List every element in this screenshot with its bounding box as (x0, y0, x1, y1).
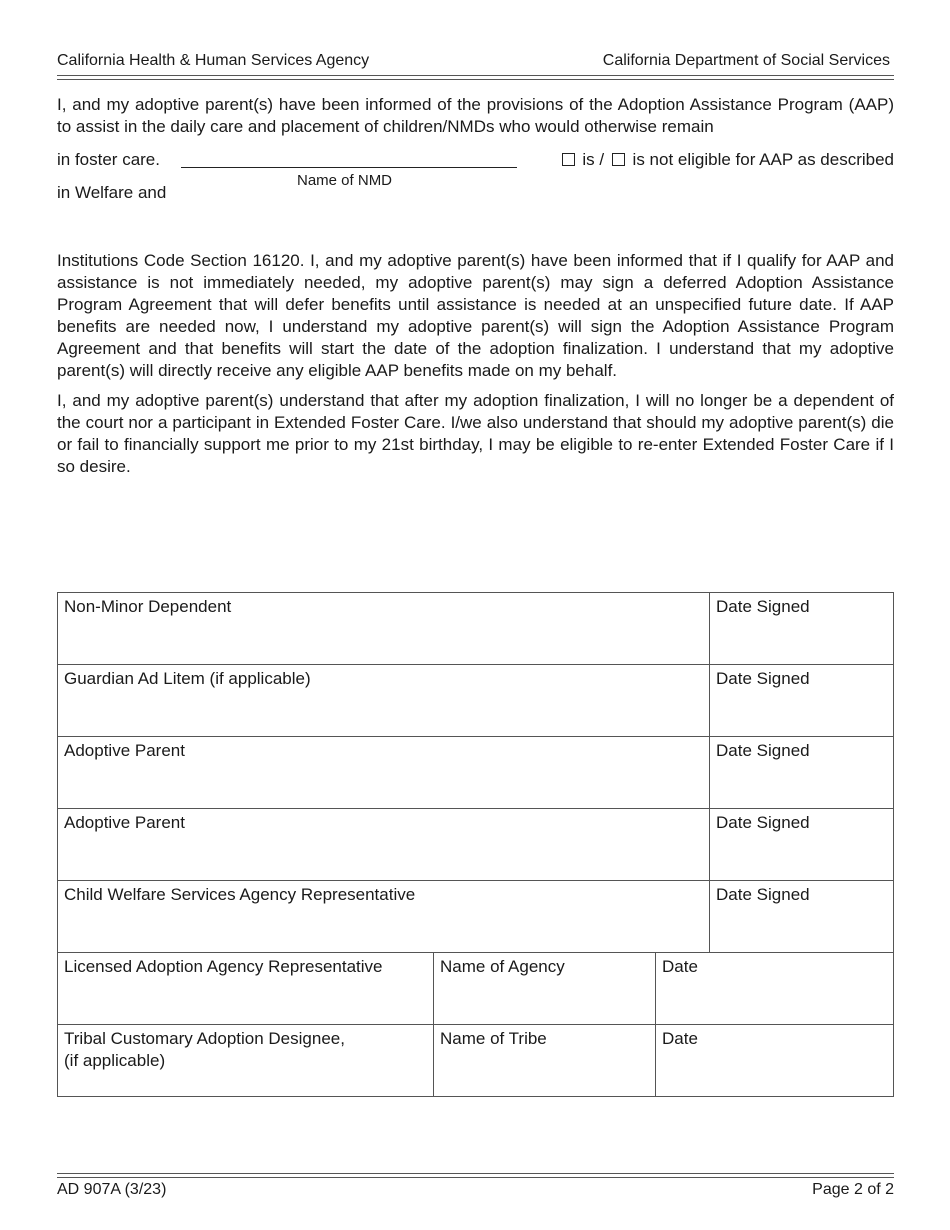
name-of-tribe-field[interactable]: Name of Tribe (434, 1025, 656, 1097)
is-not-label: is not eligible for AAP as described (632, 150, 894, 169)
tribal-date-field[interactable]: Date (656, 1025, 894, 1097)
eligibility-choice (559, 150, 894, 170)
tribal-designee-field[interactable] (58, 1025, 434, 1097)
signature-row (58, 665, 894, 737)
page-number: Page 2 of 2 (812, 1181, 894, 1198)
signature-field[interactable]: Non-Minor Dependent (58, 593, 710, 665)
date-signed-field[interactable]: Date Signed (710, 881, 894, 953)
tribal-label-line2: (if applicable) (64, 1051, 166, 1070)
signature-row (58, 593, 894, 665)
name-of-agency-field[interactable]: Name of Agency (434, 953, 656, 1025)
date-signed-field[interactable]: Date Signed (710, 665, 894, 737)
is-eligible-checkbox[interactable] (562, 153, 575, 166)
signature-field[interactable]: Adoptive Parent (58, 737, 710, 809)
date-signed-field[interactable]: Date Signed (710, 593, 894, 665)
name-of-nmd-caption: Name of NMD (297, 172, 393, 189)
date-signed-field[interactable]: Date Signed (710, 737, 894, 809)
header-agency-right: California Department of Social Services (602, 52, 890, 69)
licensed-date-field[interactable]: Date (656, 953, 894, 1025)
is-not-eligible-checkbox[interactable] (612, 153, 625, 166)
paragraph-aap-intro: I, and my adoptive parent(s) have been informed of the provisions of the Adoption Assistance Program (AAP) to assist in the daily care and placement of children/NMDs who would otherwise remain (57, 95, 894, 136)
footer-double-rule (57, 1173, 894, 1178)
nmd-name-field[interactable] (181, 167, 517, 168)
header-double-rule (57, 75, 894, 80)
licensed-agency-rep-field[interactable]: Licensed Adoption Agency Representative (58, 953, 434, 1025)
tribal-label-line1: Tribal Customary Adoption Designee, (64, 1029, 345, 1048)
signature-field[interactable]: Child Welfare Services Agency Representative (58, 881, 710, 953)
signature-field[interactable]: Guardian Ad Litem (if applicable) (58, 665, 710, 737)
tribal-designee-row (58, 1025, 894, 1097)
signature-field[interactable]: Adoptive Parent (58, 809, 710, 881)
signature-table (57, 592, 894, 1097)
signature-row (58, 737, 894, 809)
form-id: AD 907A (3/23) (57, 1181, 167, 1198)
date-signed-field[interactable]: Date Signed (710, 809, 894, 881)
foster-care-text: in foster care. (57, 150, 160, 169)
paragraph-code-section: Institutions Code Section 16120. I, and my adoptive parent(s) have been informed that if I qualify for AAP and assistance is not immediately needed, my adoptive parent(s) may sign a deferred Adoption Assistance Program Agreement that will defer benefits until assistance is needed at an unspecified future date. If AAP benefits are needed now, I understand my adoptive parent(s) will sign the Adoption Assistance Program Agreement and that benefits will start the date of the adoption finalization. I understand that my adoptive parent(s) will directly receive any eligible AAP benefits made on my behalf. (57, 251, 894, 380)
welfare-text: in Welfare and (57, 183, 167, 202)
signature-row (58, 881, 894, 953)
paragraph-extended-foster-care: I, and my adoptive parent(s) understand that after my adoption finalization, I will no longer be a dependent of the court nor a participant in Extended Foster Care. I/we also understand that should my adoptive parent(s) die or fail to financially support me prior to my 21st birthday, I may be eligible to re-enter Extended Foster Care if I so desire. (57, 391, 894, 476)
header-agency-left: California Health & Human Services Agency (57, 52, 370, 69)
signature-row (58, 809, 894, 881)
is-label: is / (582, 150, 605, 169)
licensed-agency-row (58, 953, 894, 1025)
